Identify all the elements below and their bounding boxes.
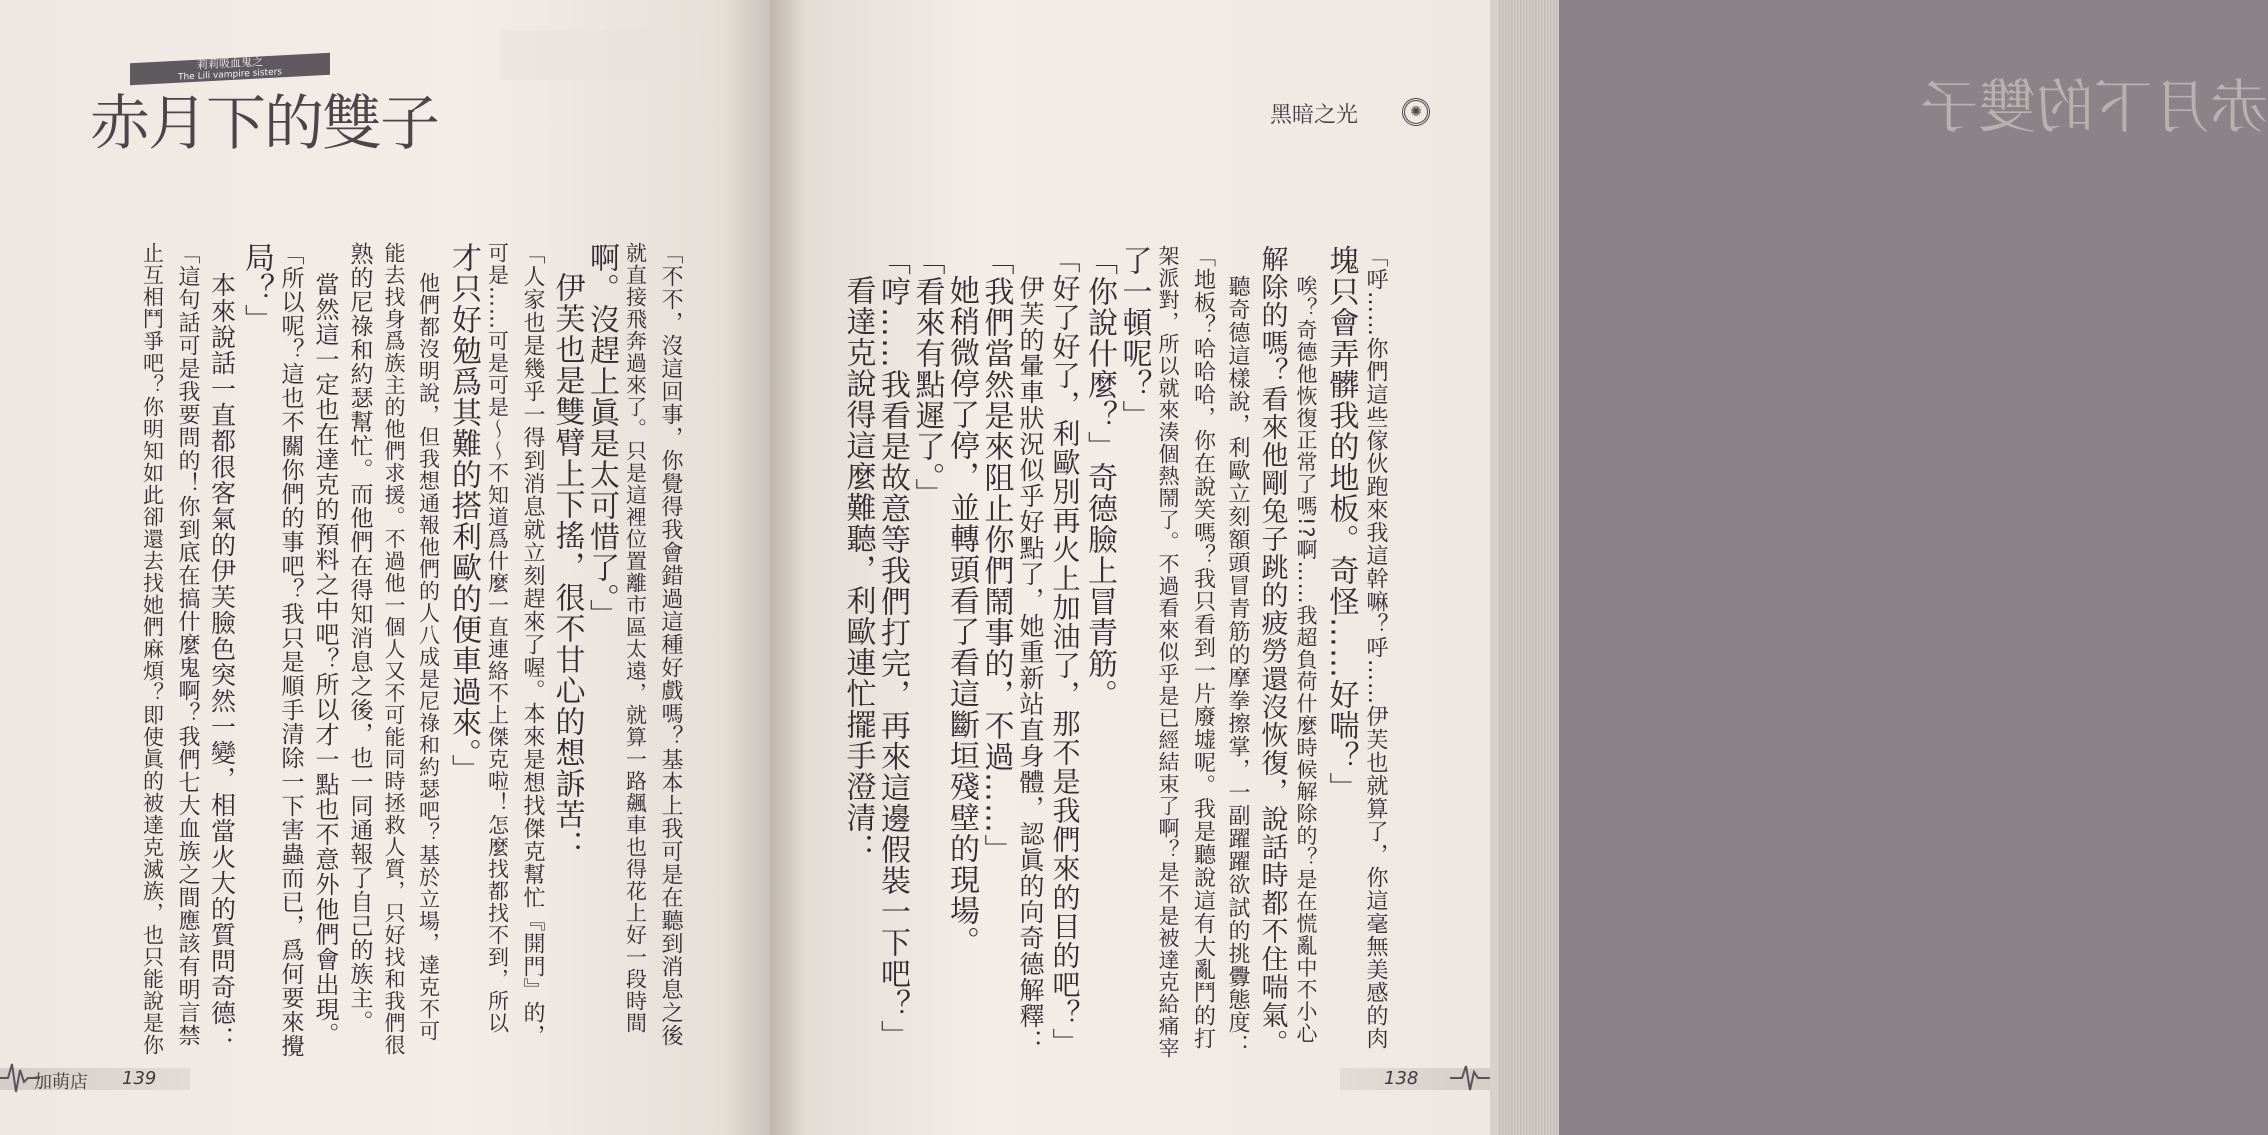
footer-store-name: 加萌店 [34,1072,88,1093]
text-column: 看達克說得這麼難聽，利歐連忙擺手澄清： [840,275,876,864]
text-column: 能去找身爲族主的他們求援。不過他一個人又不可能同時拯救人質，只好找和我們很 [382,242,406,1056]
bleed-through [500,30,700,80]
text-column: 啊。沒趕上眞是太可惜了。」 [584,242,619,630]
text-column: 「人家也是幾乎一得到消息就立刻趕來了喔。本來是想找傑克幫忙『開門』的， [520,242,545,1047]
text-column: 塊只會弄髒我的地板。奇怪……好喘？」 [1323,245,1359,803]
text-column: 伊芙的暈車狀況似乎好點了，她重新站直身體，認眞的向奇德解釋： [1016,275,1045,1055]
text-column: 「不不，沒這回事，你覺得我會錯過這種好戲嗎？基本上我可是在聽到消息之後 [658,242,683,1047]
text-column: 「我們當然是來阻止你們鬧事的，不過……」 [978,245,1014,865]
text-column: 了一頓呢？」 [1116,245,1152,431]
text-column: 「哼……我看是故意等我們打完，再來這邊假裝一下吧？」 [875,245,910,1051]
text-column: 她稍微停了停，並轉頭看了看這斷垣殘壁的現場。 [944,275,979,957]
text-column: 解除的嗎？看來他剛兔子跳的疲勞還沒恢復，說話時都不住喘氣。 [1256,245,1288,1057]
text-column: 「看來有點遲了。」 [909,245,945,509]
series-ribbon-text: 莉莉吸血鬼之 [197,55,263,72]
text-column: 「好了好了，利歐別再火上加油了，那不是我們來的目的吧？」 [1048,245,1082,1057]
text-column: 他們都沒明說，但我想通報他們的人八成是尼祿和約瑟吧？基於立場，達克不可 [416,272,441,1042]
text-column: 就直接飛奔過來了。只是這裡位置離市區太遠，就算一路飆車也得花上好一段時間 [623,242,648,1034]
text-column: 可是……可是可是～～不知道爲什麼一直連絡不上傑克啦！怎麼找都找不到，所以 [485,242,510,1034]
series-ribbon-english: The Lili vampire sisters [177,67,283,83]
left-page-number: 139 [122,1068,157,1089]
text-column: 架派對，所以就來湊個熱鬧了。不過看來似乎是已經結束了啊？是不是被達克給痛宰 [1156,245,1180,1059]
text-column: 「地板？哈哈哈，你在說笑嗎？我只看到一片廢墟呢。我是聽說這有大亂鬥的打 [1190,245,1216,1050]
text-column: 當然這一定也在達克的預料之中吧？所以才一點也不意外他們會出現。 [311,272,339,1047]
text-column: 局？」 [239,242,274,335]
series-ribbon [130,53,330,85]
chapter-title: 黑暗之光 [1270,103,1359,128]
right-page-number: 138 [1384,1068,1419,1089]
text-column: 熟的尼祿和約瑟幫忙。而他們在得知消息之後，也一同通報了自己的族主。 [346,242,373,1034]
text-column: 「這句話可是我要問的！你到底在搞什麼鬼啊？我們七大血族之間應該有明言禁 [175,242,200,1047]
text-column: 止互相鬥爭吧？你明知如此卻還去找她們麻煩？即使眞的被達克滅族，也只能說是你 [140,242,165,1056]
pulse-line-icon [0,1060,40,1096]
text-column: 本來說話一直都很客氣的伊芙臉色突然一變，相當火大的質問奇德： [207,272,237,1052]
text-column: 唉？奇德他恢復正常了嗎!?啊……我超負荷什麼時候解除的？是在慌亂中不小心 [1294,275,1318,1045]
text-column: 才只好勉爲其難的搭利歐的便車過來。」 [446,242,481,785]
text-column: 聽奇德這樣說，利歐立刻額頭冒青筋的摩拳擦掌，一副躍躍欲試的挑釁態度： [1225,275,1250,1057]
chapter-emblem-icon: ✺ [1402,98,1430,126]
bleed-through-title: 赤月下的雙子 [1920,73,2268,141]
book-title: 赤月下的雙子 [90,89,438,159]
text-column: 伊芙也是雙臂上下搖，很不甘心的想訴苦： [549,272,585,861]
right-page [770,0,2268,1135]
pulse-line-icon [1450,1060,1490,1096]
page-edges [1490,0,1559,1135]
left-page [0,0,770,1135]
book-logo [90,50,438,170]
text-column: 「呼……你們這些傢伙跑來我這幹嘛？呼……伊芙也就算了，你這毫無美感的肉 [1363,245,1388,1050]
text-column: 「所以呢？這也不關你們的事吧？我只是順手清除一下害蟲而已，爲何要來攪 [277,242,304,1058]
text-column: 「你說什麼？」奇德臉上冒青筋。 [1082,245,1117,710]
